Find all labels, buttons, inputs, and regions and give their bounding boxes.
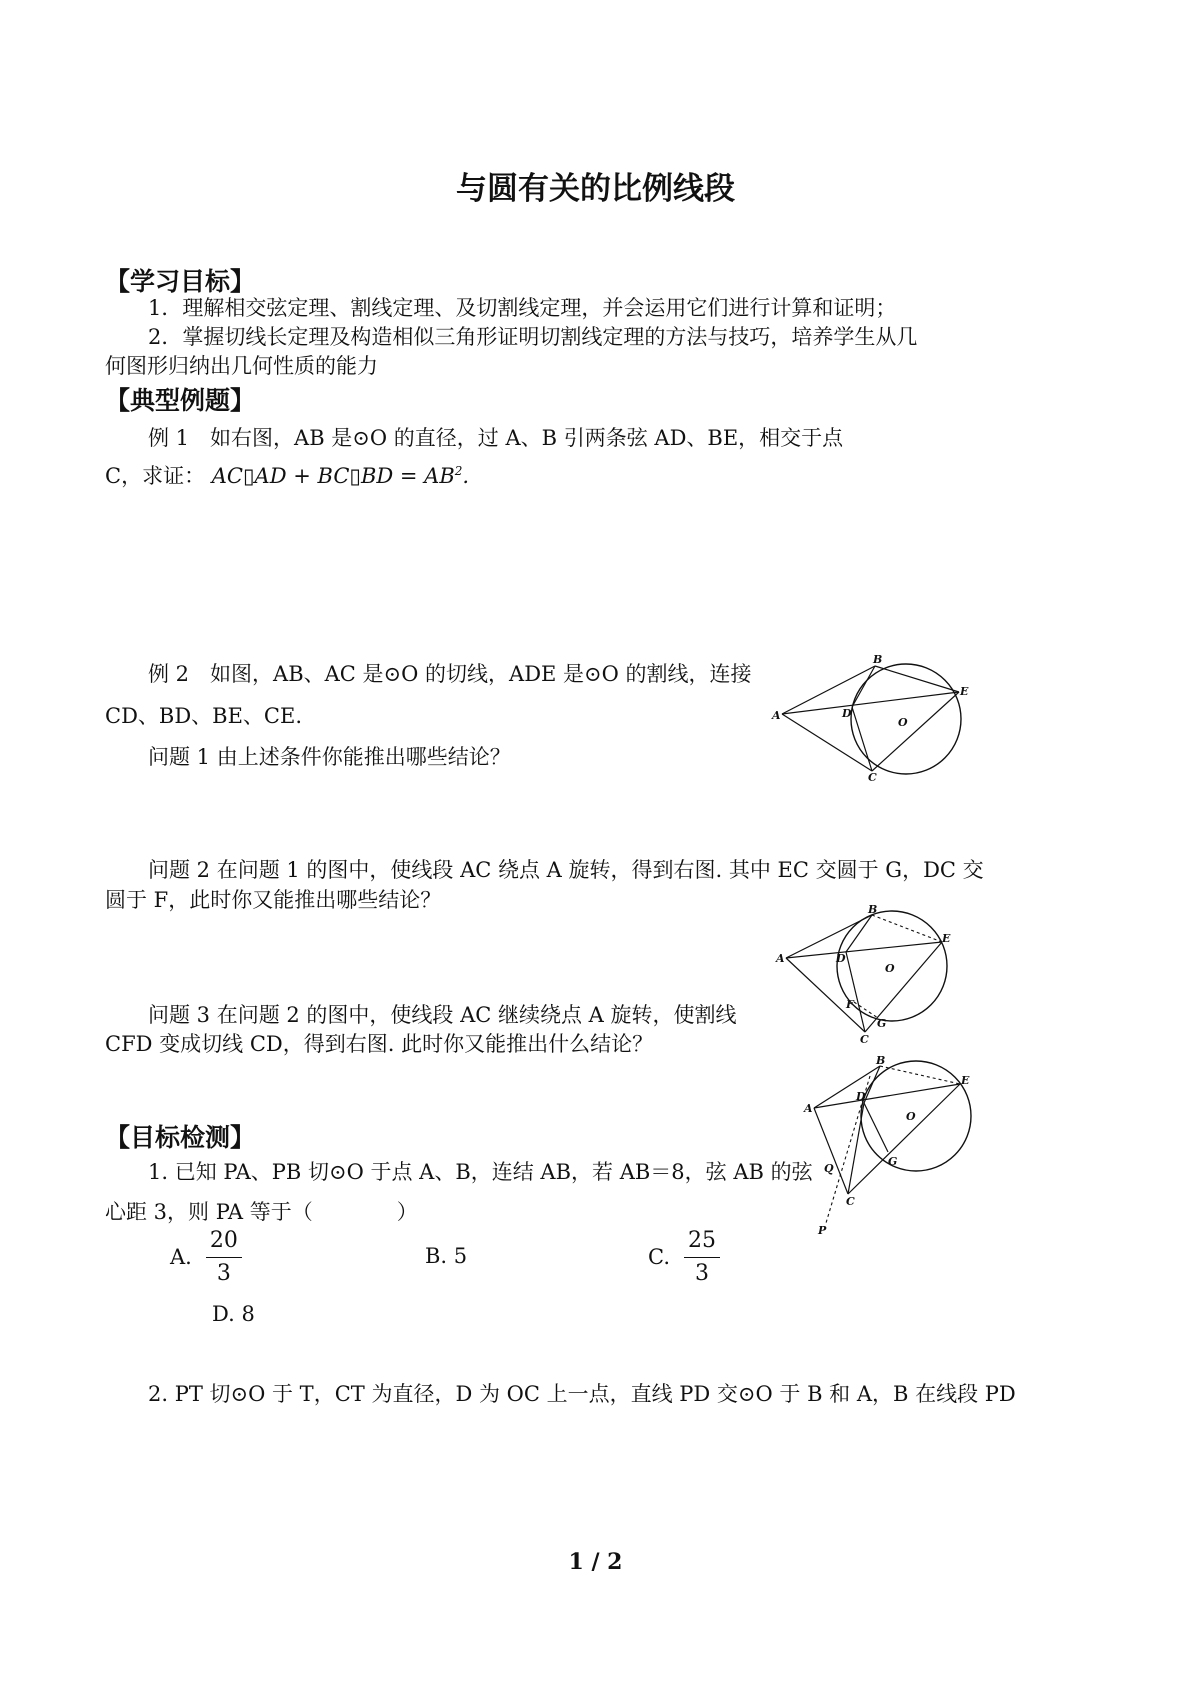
formula-end: . bbox=[462, 464, 470, 488]
option-a-numerator: 20 bbox=[206, 1228, 242, 1258]
goal-item-2-line-1: 2．掌握切线长定理及构造相似三角形证明切割线定理的方法与技巧，培养学生从几 bbox=[148, 325, 918, 349]
label-O: O bbox=[906, 1110, 916, 1123]
label-Q: Q bbox=[824, 1162, 834, 1175]
example-2-question-3-line-1: 问题 3 在问题 2 的图中，使线段 AC 继续绕点 A 旋转，使割线 bbox=[148, 1003, 737, 1027]
page-title: 与圆有关的比例线段 bbox=[456, 171, 735, 207]
option-c-fraction bbox=[684, 1228, 720, 1288]
section-heading-examples: 【典型例题】 bbox=[105, 386, 256, 415]
figure-1-tangent-secant bbox=[768, 652, 978, 782]
page-number: 1 / 2 bbox=[568, 1549, 623, 1575]
label-A: A bbox=[776, 952, 785, 965]
label-P: P bbox=[818, 1224, 827, 1237]
label-D: D bbox=[842, 707, 852, 720]
label-O: O bbox=[898, 716, 908, 729]
example-2-question-1: 问题 1 由上述条件你能推出哪些结论？ bbox=[148, 745, 511, 769]
label-B: B bbox=[876, 1054, 886, 1067]
example-2-question-2-line-2: 圆于 F，此时你又能推出哪些结论？ bbox=[105, 888, 442, 912]
label-A: A bbox=[804, 1102, 813, 1115]
option-a bbox=[170, 1228, 242, 1288]
label-G: G bbox=[877, 1017, 887, 1030]
example-2-line-2: CD、BD、BE、CE. bbox=[105, 704, 303, 728]
circle bbox=[861, 1061, 971, 1171]
label-E: E bbox=[961, 1074, 970, 1087]
example-2-question-2-line-1: 问题 2 在问题 1 的图中，使线段 AC 绕点 A 旋转，得到右图. 其中 EC 交圆于 G，DC 交 bbox=[148, 858, 984, 882]
option-c-numerator: 25 bbox=[684, 1228, 720, 1258]
check-question-1-line-2: 心距 3，则 PA 等于（ ） bbox=[105, 1200, 418, 1224]
formula-main: AC▯AD + BC▯BD = AB bbox=[211, 464, 455, 488]
option-a-denominator: 3 bbox=[216, 1261, 231, 1287]
example-1-prefix: C，求证： bbox=[105, 464, 206, 488]
example-1-line-2 bbox=[105, 464, 469, 489]
example-2-question-3-line-2: CFD 变成切线 CD，得到右图. 此时你又能推出什么结论？ bbox=[105, 1032, 654, 1056]
label-C: C bbox=[860, 1033, 869, 1045]
goal-item-1: 1．理解相交弦定理、割线定理、及切割线定理，并会运用它们进行计算和证明； bbox=[148, 296, 897, 320]
option-c-label: C. bbox=[648, 1245, 670, 1270]
label-F: F bbox=[846, 998, 854, 1011]
label-B: B bbox=[873, 653, 883, 666]
option-a-label: A. bbox=[170, 1245, 192, 1270]
section-heading-goals: 【学习目标】 bbox=[105, 267, 256, 296]
option-d: D. 8 bbox=[212, 1302, 255, 1326]
label-E: E bbox=[942, 932, 951, 945]
formula-superscript: 2 bbox=[454, 464, 463, 478]
check-question-2-line-1: 2. PT 切⊙O 于 T，CT 为直径，D 为 OC 上一点，直线 PD 交⊙O 于 B 和 A，B 在线段 PD bbox=[148, 1382, 1016, 1406]
option-c-denominator: 3 bbox=[695, 1261, 709, 1287]
check-question-1-line-1: 1. 已知 PA、PB 切⊙O 于点 A、B，连结 AB，若 AB＝8，弦 AB 的弦 bbox=[148, 1160, 813, 1184]
label-C: C bbox=[868, 771, 877, 782]
example-2-line-1: 例 2 如图，AB、AC 是⊙O 的切线，ADE 是⊙O 的割线，连接 bbox=[148, 662, 752, 686]
label-D: D bbox=[856, 1090, 866, 1103]
figure-3-tangent-cd bbox=[788, 1048, 988, 1238]
example-1-formula bbox=[212, 464, 469, 488]
label-C: C bbox=[846, 1195, 855, 1208]
label-B: B bbox=[868, 903, 878, 916]
label-O: O bbox=[885, 962, 895, 975]
option-c bbox=[648, 1228, 720, 1288]
label-E: E bbox=[960, 685, 969, 698]
label-D: D bbox=[836, 952, 846, 965]
label-G: G bbox=[888, 1155, 898, 1168]
option-b: B. 5 bbox=[425, 1244, 468, 1268]
figure-2-rotated-secant bbox=[770, 900, 980, 1045]
example-1-line-1: 例 1 如右图，AB 是⊙O 的直径，过 A、B 引两条弦 AD、BE，相交于点 bbox=[148, 426, 844, 450]
label-A: A bbox=[772, 709, 781, 722]
section-heading-check: 【目标检测】 bbox=[105, 1123, 256, 1152]
goal-item-2-line-2: 何图形归纳出几何性质的能力 bbox=[105, 354, 378, 378]
option-a-fraction bbox=[206, 1228, 242, 1288]
